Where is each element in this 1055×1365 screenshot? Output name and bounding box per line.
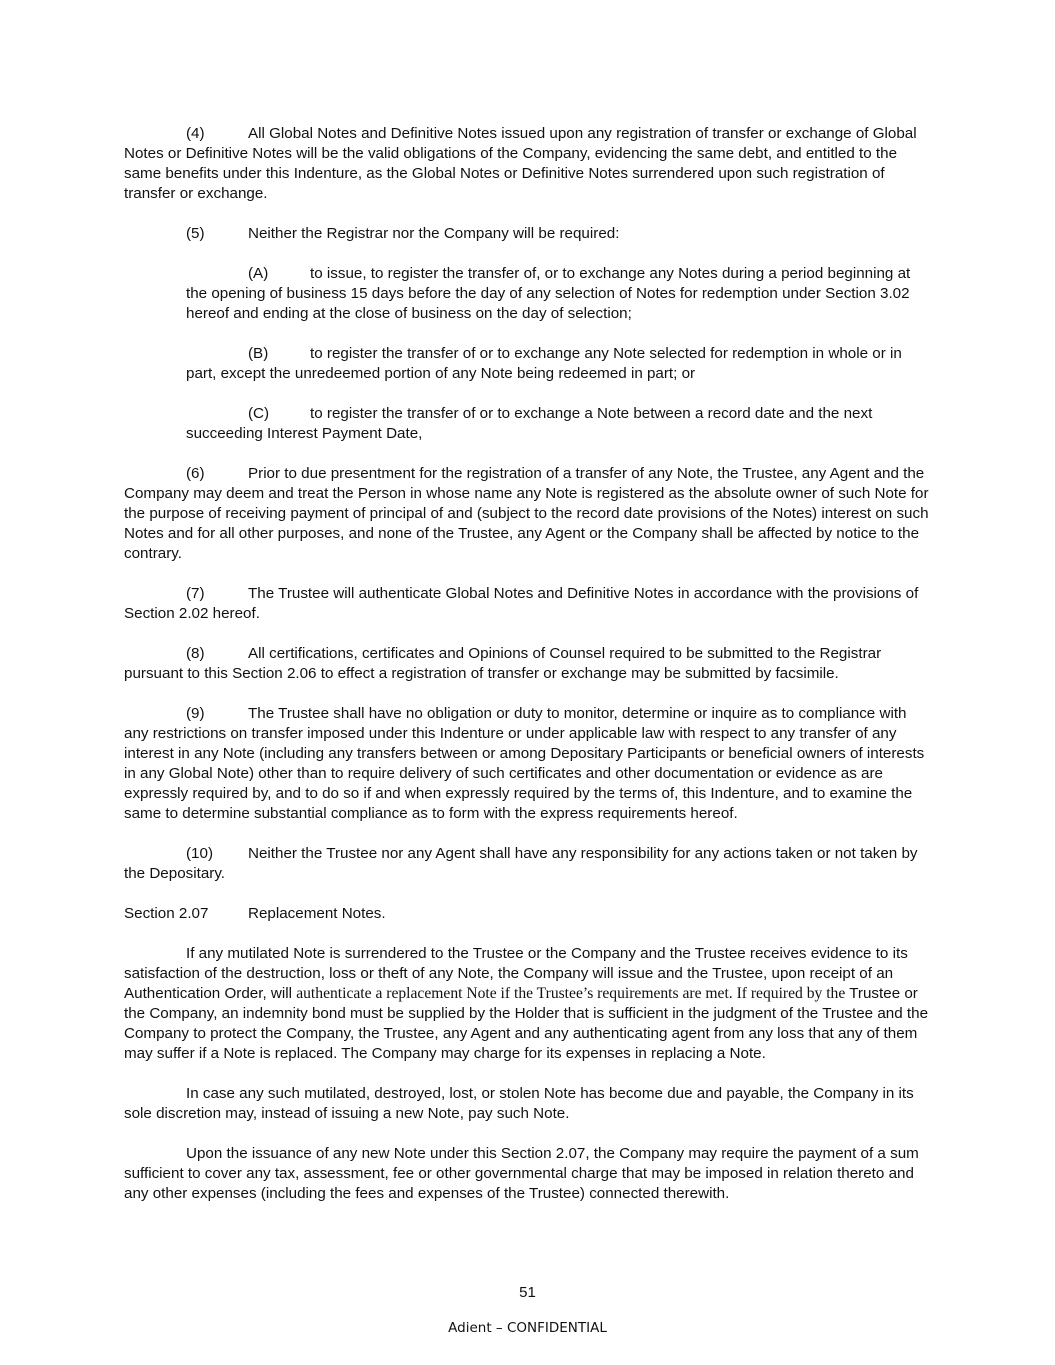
page-number: 51 [519,1284,536,1301]
paragraph-text: to register the transfer of or to exchange any Note selected for redemption in whole or in part, except the unredeemed portion of any Note being redeemed in part; or [186,345,902,382]
paragraph-text: If any mutilated Note is surrendered to the Trustee or the Company and the Trustee receives evidence to its satisfaction of the destruction, loss or theft of any Note, the Company will issue and the Trustee, upon receipt of an Authentication Order, will [124,945,908,1002]
paragraph-text: In case any such mutilated, destroyed, lost, or stolen Note has become due and payable, the Company in its sole discretion may, instead of issuing a new Note, pay such Note. [124,1085,914,1122]
subparagraph-list [186,264,932,444]
paragraph-text: Prior to due presentment for the registration of a transfer of any Note, the Trustee, any Agent and the Company may deem and treat the Person in whose name any Note is registered as the absolute owner of such Note for the purpose of receiving payment of principal of and (subject to the record date provisions of the Notes) interest on such Notes and for all other purposes, and none of the Trustee, any Agent or the Company shall be affected by notice to the contrary. [124,465,929,562]
paragraph-text: to register the transfer of or to exchange a Note between a record date and the next succeeding Interest Payment Date, [186,405,873,442]
paragraph-number: (10) [186,845,214,862]
paragraph-text: Trustee or the Company, an indemnity bond must be supplied by the Holder that is sufficient in the judgment of the Trustee and the Company to protect the Company, the Trustee, any Agent and any authenticating agent from any loss that any of them may suffer if a Note is replaced. The Company may charge for its expenses in replacing a Note. [124,985,929,1062]
paragraph-number: (B) [248,345,269,362]
confidential-footer: Adient – CONFIDENTIAL [448,1320,607,1336]
paragraph-number: (5) [186,225,205,242]
paragraph-4 [124,124,932,204]
paragraph-10 [124,844,932,884]
paragraph-text: Neither the Trustee nor any Agent shall have any responsibility for any actions taken or not taken by the Depositary. [124,845,918,882]
section-title: Replacement Notes. [248,905,386,922]
section-paragraph-1 [124,944,932,1064]
paragraph-text: The Trustee shall have no obligation or duty to monitor, determine or inquire as to compliance with any restrictions on transfer imposed under this Indenture or under applicable law with respect to any transfer of any interest in any Note (including any transfers between or among Depositary Participants or beneficial owners of interests in any Global Note) other than to require delivery of such certificates and other documentation or evidence as are expressly required by, and to do so if and when expressly required by the terms of, this Indenture, and to examine the same to determine substantial compliance as to form with the express requirements hereof. [124,705,925,822]
subparagraph-c [186,404,932,444]
paragraph-number: (9) [186,705,205,722]
paragraph-number: (8) [186,645,205,662]
paragraph-text: All certifications, certificates and Opinions of Counsel required to be submitted to the Registrar pursuant to this Section 2.06 to effect a registration of transfer or exchange may be submitted by facsimile. [124,645,882,682]
paragraph-number: (6) [186,465,205,482]
paragraph-7 [124,584,932,624]
paragraph-6 [124,464,932,564]
paragraph-5 [124,224,932,244]
section-paragraph-3 [124,1144,932,1204]
document-page [124,124,932,1224]
paragraph-number: (C) [248,405,270,422]
section-number: Section 2.07 [124,905,209,922]
paragraph-8 [124,644,932,684]
paragraph-text-serif: authenticate a replacement Note if the Trustee’s requirements are met. If required by the [296,985,846,1002]
paragraph-text: The Trustee will authenticate Global Notes and Definitive Notes in accordance with the provisions of Section 2.02 hereof. [124,585,919,622]
subparagraph-a [186,264,932,324]
paragraph-number: (4) [186,125,205,142]
paragraph-text: Neither the Registrar nor the Company will be required: [248,225,620,242]
paragraph-number: (A) [248,265,269,282]
paragraph-text: All Global Notes and Definitive Notes issued upon any registration of transfer or exchange of Global Notes or Definitive Notes will be the valid obligations of the Company, evidencing the same debt, and entitled to the same benefits under this Indenture, as the Global Notes or Definitive Notes surrendered upon such registration of transfer or exchange. [124,125,917,202]
paragraph-number: (7) [186,585,205,602]
paragraph-text: to issue, to register the transfer of, or to exchange any Notes during a period beginning at the opening of business 15 days before the day of any selection of Notes for redemption under Section 3.02 hereof and ending at the close of business on the day of selection; [186,265,911,322]
paragraph-text: Upon the issuance of any new Note under this Section 2.07, the Company may require the payment of a sum sufficient to cover any tax, assessment, fee or other governmental charge that may be imposed in relation thereto and any other expenses (including the fees and expenses of the Trustee) connected therewith. [124,1145,919,1202]
section-paragraph-2 [124,1084,932,1124]
paragraph-9 [124,704,932,824]
subparagraph-b [186,344,932,384]
section-heading [124,904,932,924]
